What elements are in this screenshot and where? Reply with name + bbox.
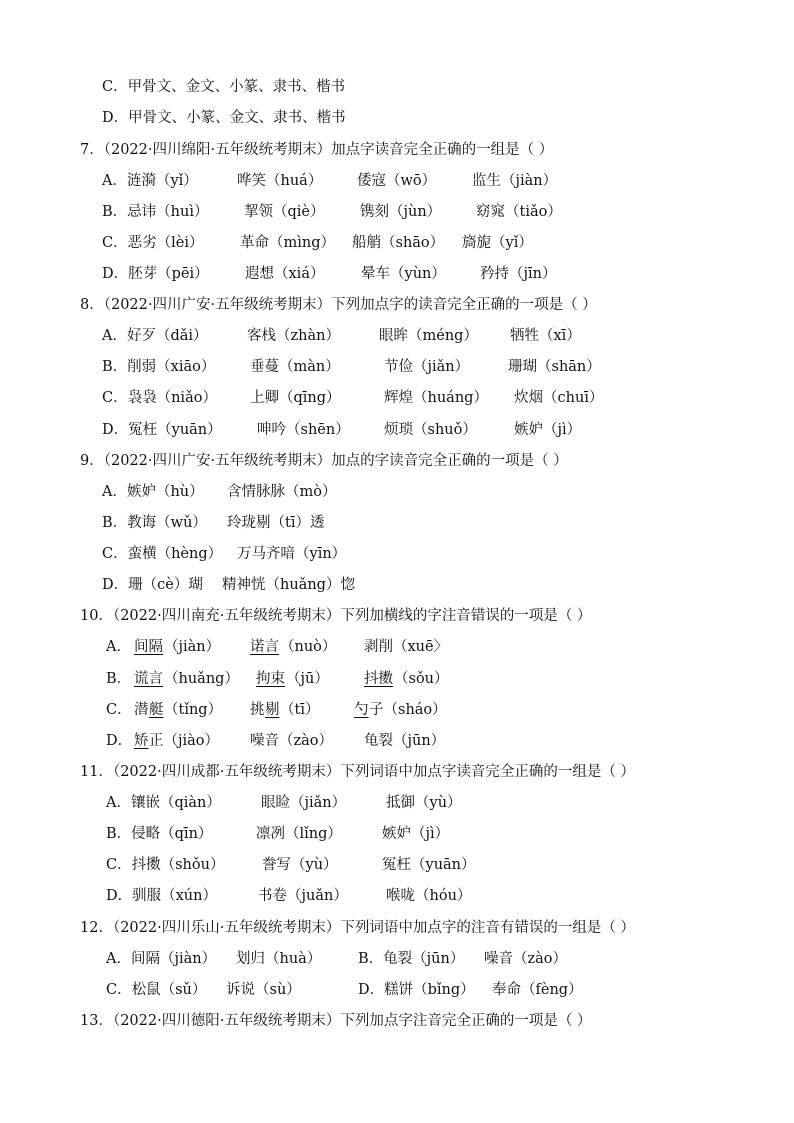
option-text: 革命（mìng） xyxy=(240,235,336,251)
underlined-word: 剔 xyxy=(265,702,280,718)
option-text: A．好歹（dǎi） xyxy=(102,328,208,344)
option-text: D．珊（cè）瑚 xyxy=(102,577,203,593)
option-text: 倭寇（wō） xyxy=(357,173,437,189)
option-text: 诉说（sù） xyxy=(226,982,301,998)
option-text: 冤枉（yuān） xyxy=(382,857,476,873)
option-text: 书卷（juǎn） xyxy=(258,888,348,904)
underlined-word: 艇 xyxy=(149,702,164,718)
option-text: 辉煌（huáng） xyxy=(384,390,488,406)
option-text: 子（sháo） xyxy=(369,702,447,718)
underlined-word: 勺 xyxy=(354,702,369,718)
option-text: B．侵略（qīn） xyxy=(106,826,213,842)
option-text: A．镶嵌（qiàn） xyxy=(106,795,221,811)
option-text: 哗笑（huá） xyxy=(237,173,323,189)
underlined-word: 诺言 xyxy=(250,639,279,655)
option-text: C．松鼠（sǔ） xyxy=(106,982,207,998)
option-text: 节俭（jiǎn） xyxy=(384,359,470,375)
option-text: A．涟漪（yǐ） xyxy=(102,173,198,189)
option-text: 窈窕（tiǎo） xyxy=(476,204,562,220)
option-text: 客栈（zhàn） xyxy=(247,328,340,344)
option-text: 万马齐喑（yīn） xyxy=(237,546,347,562)
question-text: 11．（2022·四川成都·五年级统考期末）下列词语中加点字读音完全正确的一组是（ ） xyxy=(80,764,635,780)
option-text: C．恶劣（lèi） xyxy=(102,235,204,251)
option-text: 凛冽（lǐng） xyxy=(256,826,342,842)
option-text: 嫉妒（jì） xyxy=(382,826,450,842)
underlined-word: 抖擞 xyxy=(364,671,393,687)
option-prefix: D． xyxy=(106,733,133,749)
option-text: 呻吟（shēn） xyxy=(257,422,350,438)
option-text: 喉咙（hóu） xyxy=(386,888,472,904)
option-text: 龟裂（jūn） xyxy=(364,733,446,749)
option-text: 珊瑚（shān） xyxy=(508,359,601,375)
option-text: C．蛮横（hèng） xyxy=(102,546,223,562)
option-prefix: C． xyxy=(106,702,132,718)
option-text: 潜 xyxy=(134,702,149,718)
option-text: B．教诲（wǔ） xyxy=(102,515,207,531)
option-text: 划归（huà） xyxy=(236,951,322,967)
option-text: 矜持（jīn） xyxy=(480,266,557,282)
underlined-word: 矫 xyxy=(134,733,149,749)
option-text: D．糕饼（bǐng） xyxy=(358,982,475,998)
option-text: 遐想（xiá） xyxy=(245,266,325,282)
option-text: 船艄（shāo） xyxy=(352,235,445,251)
underlined-word: 间隔 xyxy=(134,639,163,655)
option-text: 上卿（qīng） xyxy=(250,390,341,406)
option-text: C．抖擞（shǒu） xyxy=(106,857,225,873)
option-text: 奉命（fèng） xyxy=(492,982,583,998)
option-text: （nuò） xyxy=(280,639,337,655)
option-prefix: A． xyxy=(106,639,131,655)
option-text: 眼眸（méng） xyxy=(379,328,478,344)
option-text: 誊写（yù） xyxy=(262,857,338,873)
question-text: 9．（2022·四川广安·五年级统考期末）加点的字读音完全正确的一项是（ ） xyxy=(80,453,568,469)
option-text: 监生（jiàn） xyxy=(472,173,558,189)
option-text: （huǎng） xyxy=(164,671,239,687)
option-text: 含情脉脉（mò） xyxy=(227,484,337,500)
option-text: （jiàn） xyxy=(164,639,221,655)
question-text: 10．（2022·四川南充·五年级统考期末）下列加横线的字注音错误的一项是（ ） xyxy=(80,608,592,624)
question-text: 8．（2022·四川广安·五年级统考期末）下列加点字的读音完全正确的一项是（ ） xyxy=(80,297,597,313)
option-text: 正（jiào） xyxy=(149,733,220,749)
question-text: 12．（2022·四川乐山·五年级统考期末）下列词语中加点字的注音有错误的一组是（ ） xyxy=(80,920,635,936)
option-text: 晕车（yùn） xyxy=(361,266,446,282)
option-prefix: B． xyxy=(106,671,132,687)
option-text: C．袅袅（niǎo） xyxy=(102,390,217,406)
option-text: （jū） xyxy=(286,671,329,687)
question-text: 7．（2022·四川绵阳·五年级统考期末）加点字读音完全正确的一组是（ ） xyxy=(80,142,554,158)
option-text: 炊烟（chuī） xyxy=(514,390,604,406)
option-text: A．间隔（jiàn） xyxy=(106,951,217,967)
option-text: （tǐng） xyxy=(164,702,223,718)
option-text: 镌刻（jùn） xyxy=(360,204,442,220)
question-text: 13．（2022·四川德阳·五年级统考期末）下列加点字注音完全正确的一项是（ ） xyxy=(80,1013,592,1029)
option-text: 噪音（zào） xyxy=(484,951,568,967)
option-text: C．甲骨文、金文、小篆、隶书、楷书 xyxy=(102,79,346,95)
option-text: （sǒu） xyxy=(394,671,449,687)
option-text: B．龟裂（jūn） xyxy=(358,951,465,967)
option-text: 烦琐（shuǒ） xyxy=(384,422,477,438)
option-text: A．嫉妒（hù） xyxy=(102,484,204,500)
option-text: 旖旎（yǐ） xyxy=(462,235,533,251)
option-text: 牺牲（xī） xyxy=(510,328,581,344)
option-text: 垂蔓（màn） xyxy=(250,359,340,375)
underlined-word: 谎言 xyxy=(134,671,163,687)
option-text: 玲珑剔（tī）透 xyxy=(227,515,325,531)
option-text: 嫉妒（jì） xyxy=(514,422,582,438)
option-text: （tī） xyxy=(280,702,320,718)
underlined-word: 拘束 xyxy=(256,671,285,687)
option-text: D．驯服（xún） xyxy=(106,888,217,904)
option-text: D．冤枉（yuān） xyxy=(102,422,222,438)
option-text: D．甲骨文、小篆、金文、隶书、楷书 xyxy=(102,110,346,126)
option-text: 抵御（yù） xyxy=(386,795,462,811)
option-text: 挈领（qiè） xyxy=(244,204,325,220)
option-text: 挑 xyxy=(250,702,265,718)
option-text: B．忌讳（huì） xyxy=(102,204,209,220)
option-text: D．胚芽（pēi） xyxy=(102,266,209,282)
option-text: 精神恍（huǎng）惚 xyxy=(222,577,355,593)
option-text: B．削弱（xiāo） xyxy=(102,359,216,375)
option-text: 噪音（zào） xyxy=(250,733,334,749)
option-text: 剥削（xuē〉 xyxy=(364,639,449,655)
option-text: 眼睑（jiǎn） xyxy=(261,795,347,811)
